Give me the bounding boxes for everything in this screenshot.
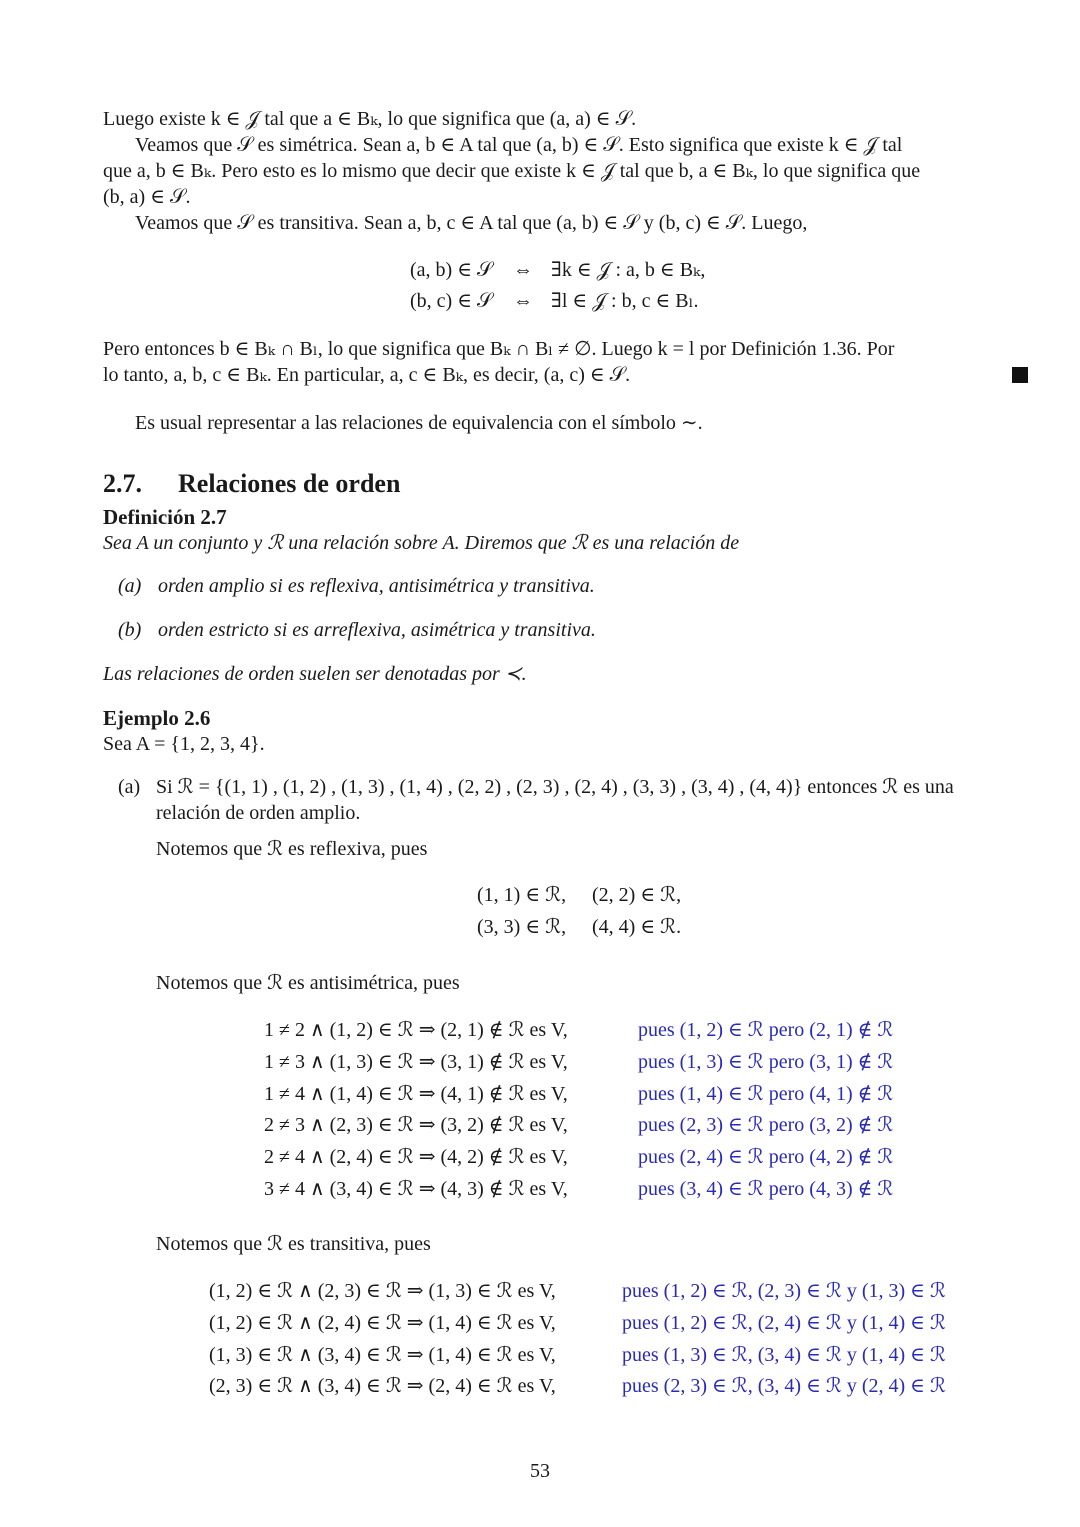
definition-item-b: orden estricto si es arreflexiva, asimétrica y transitiva. <box>158 619 596 641</box>
section-title: Relaciones de orden <box>178 469 401 498</box>
proof-line-5: Veamos que 𝒮 es transitiva. Sean a, b, c ∈ A tal que (a, b) ∈ 𝒮 y (b, c) ∈ 𝒮. Luego, <box>135 212 808 234</box>
page-number: 53 <box>530 1460 550 1482</box>
equation-2-op: ⇔ <box>513 290 533 312</box>
equation-1-lhs: (a, b) ∈ 𝒮 <box>410 259 493 281</box>
proof-line-6: Pero entonces b ∈ Bₖ ∩ Bₗ, lo que significa que Bₖ ∩ Bₗ ≠ ∅. Luego k = l por Definición 1.36. Por <box>103 338 895 360</box>
section-number: 2.7. <box>103 469 142 498</box>
trans-row-left: (2, 3) ∈ ℛ ∧ (3, 4) ∈ ℛ ⇒ (2, 4) ∈ ℛ es V, <box>209 1375 556 1397</box>
antisym-row-justification: pues (2, 3) ∈ ℛ pero (3, 2) ∉ ℛ <box>638 1114 894 1136</box>
reflexive-cell: (1, 1) ∈ ℛ, <box>477 884 567 906</box>
trans-row-justification: pues (1, 2) ∈ ℛ, (2, 3) ∈ ℛ y (1, 3) ∈ ℛ <box>622 1280 946 1302</box>
definition-item-a: orden amplio si es reflexiva, antisimétrica y transitiva. <box>158 575 595 597</box>
antisym-row-justification: pues (3, 4) ∈ ℛ pero (4, 3) ∉ ℛ <box>638 1178 894 1200</box>
antisym-row-left: 2 ≠ 4 ∧ (2, 4) ∈ ℛ ⇒ (4, 2) ∉ ℛ es V, <box>264 1146 568 1168</box>
qed-square-icon <box>1012 367 1028 383</box>
equation-2-lhs: (b, c) ∈ 𝒮 <box>410 290 493 312</box>
equation-1-rhs: ∃k ∈ 𝒥 : a, b ∈ Bₖ, <box>551 259 706 281</box>
remark-paragraph: Es usual representar a las relaciones de equivalencia con el símbolo ∼. <box>135 412 703 434</box>
equation-1-op: ⇔ <box>513 259 533 281</box>
example-intro: Sea A = {1, 2, 3, 4}. <box>103 733 265 755</box>
antisym-row-justification: pues (1, 3) ∈ ℛ pero (3, 1) ∉ ℛ <box>638 1051 894 1073</box>
example-item-line-2: relación de orden amplio. <box>156 802 361 824</box>
antisym-row-justification: pues (1, 2) ∈ ℛ pero (2, 1) ∉ ℛ <box>638 1019 894 1041</box>
antisym-row-left: 3 ≠ 4 ∧ (3, 4) ∈ ℛ ⇒ (4, 3) ∉ ℛ es V, <box>264 1178 568 1200</box>
trans-row-justification: pues (1, 3) ∈ ℛ, (3, 4) ∈ ℛ y (1, 4) ∈ ℛ <box>622 1344 946 1366</box>
example-item-marker: (a) <box>118 776 141 798</box>
proof-line-1: Luego existe k ∈ 𝒥 tal que a ∈ Bₖ, lo que significa que (a, a) ∈ 𝒮. <box>103 108 637 130</box>
proof-line-4: (b, a) ∈ 𝒮. <box>103 186 191 208</box>
antisym-row-left: 2 ≠ 3 ∧ (2, 3) ∈ ℛ ⇒ (3, 2) ∉ ℛ es V, <box>264 1114 568 1136</box>
equation-2-rhs: ∃l ∈ 𝒥 : b, c ∈ Bₗ. <box>551 290 699 312</box>
trans-row-justification: pues (2, 3) ∈ ℛ, (3, 4) ∈ ℛ y (2, 4) ∈ ℛ <box>622 1375 946 1397</box>
reflexive-cell: (4, 4) ∈ ℛ. <box>592 916 682 938</box>
reflexive-cell: (2, 2) ∈ ℛ, <box>592 884 682 906</box>
trans-row-left: (1, 2) ∈ ℛ ∧ (2, 4) ∈ ℛ ⇒ (1, 4) ∈ ℛ es V, <box>209 1312 556 1334</box>
definition-intro: Sea A un conjunto y ℛ una relación sobre A. Diremos que ℛ es una relación de <box>103 532 740 554</box>
definition-item-marker-a: (a) <box>118 575 142 597</box>
trans-row-left: (1, 2) ∈ ℛ ∧ (2, 3) ∈ ℛ ⇒ (1, 3) ∈ ℛ es V, <box>209 1280 556 1302</box>
example-item-line-1: Si ℛ = {(1, 1) , (1, 2) , (1, 3) , (1, 4) , (2, 2) , (2, 3) , (2, 4) , (3, 3) , (3, 4) , (4, 4)} entonces ℛ es una <box>156 776 954 798</box>
antisym-row-justification: pues (1, 4) ∈ ℛ pero (4, 1) ∉ ℛ <box>638 1083 894 1105</box>
definition-label: Definición 2.7 <box>103 505 227 529</box>
example-label: Ejemplo 2.6 <box>103 706 211 730</box>
antisym-row-left: 1 ≠ 4 ∧ (1, 4) ∈ ℛ ⇒ (4, 1) ∉ ℛ es V, <box>264 1083 568 1105</box>
definition-item-marker-b: (b) <box>118 619 142 641</box>
trans-row-justification: pues (1, 2) ∈ ℛ, (2, 4) ∈ ℛ y (1, 4) ∈ ℛ <box>622 1312 946 1334</box>
trans-row-left: (1, 3) ∈ ℛ ∧ (3, 4) ∈ ℛ ⇒ (1, 4) ∈ ℛ es V, <box>209 1344 556 1366</box>
reflexive-intro: Notemos que ℛ es reflexiva, pues <box>156 838 428 860</box>
proof-line-2: Veamos que 𝒮 es simétrica. Sean a, b ∈ A tal que (a, b) ∈ 𝒮. Esto significa que existe k ∈ 𝒥 tal <box>135 134 903 156</box>
proof-line-3: que a, b ∈ Bₖ. Pero esto es lo mismo que decir que existe k ∈ 𝒥 tal que b, a ∈ Bₖ, lo que significa que <box>103 160 921 182</box>
antisym-row-justification: pues (2, 4) ∈ ℛ pero (4, 2) ∉ ℛ <box>638 1146 894 1168</box>
definition-closing: Las relaciones de orden suelen ser denotadas por ≺. <box>103 663 527 685</box>
reflexive-cell: (3, 3) ∈ ℛ, <box>477 916 567 938</box>
antisym-row-left: 1 ≠ 2 ∧ (1, 2) ∈ ℛ ⇒ (2, 1) ∉ ℛ es V, <box>264 1019 568 1041</box>
proof-line-7: lo tanto, a, b, c ∈ Bₖ. En particular, a, c ∈ Bₖ, es decir, (a, c) ∈ 𝒮. <box>103 364 631 386</box>
antisym-intro: Notemos que ℛ es antisimétrica, pues <box>156 972 460 994</box>
trans-intro: Notemos que ℛ es transitiva, pues <box>156 1233 431 1255</box>
antisym-row-left: 1 ≠ 3 ∧ (1, 3) ∈ ℛ ⇒ (3, 1) ∉ ℛ es V, <box>264 1051 568 1073</box>
